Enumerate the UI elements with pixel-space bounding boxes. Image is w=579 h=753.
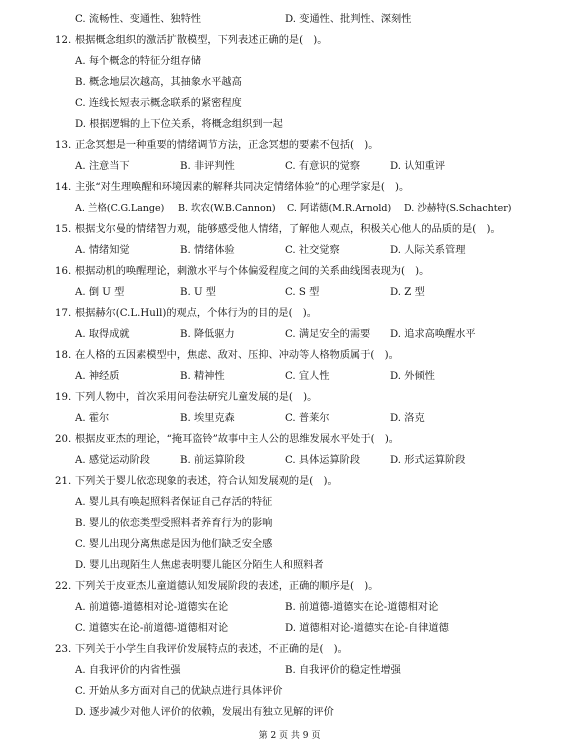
question-number: 12.: [55, 35, 72, 46]
question-stem: 根据概念组织的激活扩散模型，下列表述正确的是( )。: [75, 35, 328, 46]
option-line: D. 道德相对论-道德实在论-自律道德: [285, 623, 449, 634]
option-line: B. 前运算阶段: [180, 455, 245, 466]
question-number: 17.: [55, 308, 72, 319]
option-line: B. 非评判性: [180, 161, 235, 172]
option-line: D. 追求高唤醒水平: [390, 329, 476, 340]
option-line: D. 根据逻辑的上下位关系，将概念组织到一起: [75, 119, 283, 130]
option-line: B. 前道德-道德实在论-道德相对论: [285, 602, 439, 613]
question-number: 16.: [55, 266, 72, 277]
option-line: C. 婴儿出现分离焦虑是因为他们缺乏安全感: [75, 539, 273, 550]
option-line: B. 坎农(W.B.Cannon): [178, 203, 276, 214]
option-line: C. 连线长短表示概念联系的紧密程度: [75, 98, 242, 109]
option-line: C. S 型: [285, 287, 320, 298]
option-line: A. 取得成就: [75, 329, 130, 340]
question-number: 20.: [55, 434, 72, 445]
question-number: 15.: [55, 224, 72, 235]
option-line: C. 普莱尔: [285, 413, 330, 424]
option-line: C. 宜人性: [285, 371, 330, 382]
page-footer: 第 2 页 共 9 页: [258, 731, 321, 741]
question-stem: 主张“对生理唤醒和环境因素的解释共同决定情绪体验”的心理学家是( )。: [75, 182, 410, 193]
question-stem: 根据动机的唤醒理论，刺激水平与个体偏爱程度之间的关系曲线图表现为( )。: [75, 266, 430, 277]
option-line: D. 变通性、批判性、深刻性: [285, 14, 412, 25]
question-stem: 根据赫尔(C.L.Hull)的观点，个体行为的目的是( )。: [75, 308, 317, 319]
option-line: A. 倒 U 型: [75, 287, 125, 298]
question-stem: 下列关于皮亚杰儿童道德认知发展阶段的表述，正确的顺序是( )。: [75, 581, 379, 592]
option-line: B. 精神性: [180, 371, 225, 382]
option-line: B. U 型: [180, 287, 216, 298]
option-line: D. 婴儿出现陌生人焦虑表明婴儿能区分陌生人和照料者: [75, 560, 324, 571]
option-line: B. 概念地层次越高，其抽象水平越高: [75, 77, 242, 88]
option-line: B. 降低驱力: [180, 329, 235, 340]
option-line: D. 形式运算阶段: [390, 455, 466, 466]
option-line: B. 埃里克森: [180, 413, 235, 424]
option-line: D. 外倾性: [390, 371, 435, 382]
option-line: D. 认知重评: [390, 161, 446, 172]
option-line: C. 社交觉察: [285, 245, 340, 256]
option-line: A. 前道德-道德相对论-道德实在论: [75, 602, 229, 613]
option-line: A. 感觉运动阶段: [75, 455, 150, 466]
option-line: C. 道德实在论-前道德-道德相对论: [75, 623, 229, 634]
option-line: C. 有意识的觉察: [285, 161, 361, 172]
option-line: D. 沙赫特(S.Schachter): [404, 203, 512, 214]
option-line: A. 每个概念的特征分组存储: [75, 56, 201, 67]
option-line: A. 自我评价的内省性强: [75, 665, 181, 676]
option-line: A. 情绪知觉: [75, 245, 130, 256]
question-stem: 下列关于婴儿依恋现象的表述，符合认知发展观的是( )。: [75, 476, 338, 487]
question-number: 18.: [55, 350, 72, 361]
option-line: A. 霍尔: [75, 413, 110, 424]
question-number: 22.: [55, 581, 72, 592]
option-line: A. 婴儿具有唤起照料者保证自己存活的特征: [75, 497, 273, 508]
question-stem: 在人格的五因素模型中，焦虑、敌对、压抑、冲动等人格物质属于( )。: [75, 350, 399, 361]
option-line: D. 逐步减少对他人评价的依赖，发展出有独立见解的评价: [75, 707, 334, 718]
question-stem: 下列人物中，首次采用问卷法研究儿童发展的是( )。: [75, 392, 318, 403]
option-line: D. 洛克: [390, 413, 425, 424]
option-line: A. 神经质: [75, 371, 120, 382]
option-line: B. 自我评价的稳定性增强: [285, 665, 401, 676]
option-line: C. 满足安全的需要: [285, 329, 371, 340]
option-line: B. 情绪体验: [180, 245, 235, 256]
question-stem: 下列关于小学生自我评价发展特点的表述，不正确的是( )。: [75, 644, 348, 655]
question-stem: 正念冥想是一种重要的情绪调节方法，正念冥想的要素不包括( )。: [75, 140, 379, 151]
question-number: 23.: [55, 644, 72, 655]
option-line: B. 婴儿的依恋类型受照料者养育行为的影响: [75, 518, 273, 529]
option-line: C. 阿诺德(M.R.Arnold): [287, 203, 392, 214]
question-number: 13.: [55, 140, 72, 151]
option-line: A. 注意当下: [75, 161, 130, 172]
question-number: 21.: [55, 476, 72, 487]
question-number: 14.: [55, 182, 72, 193]
question-number: 19.: [55, 392, 72, 403]
option-line: D. 人际关系管理: [390, 245, 466, 256]
question-stem: 根据皮亚杰的理论，“掩耳盗铃”故事中主人公的思维发展水平处于( )。: [75, 434, 399, 445]
option-line: A. 兰格(C.G.Lange): [75, 203, 165, 214]
option-line: C. 具体运算阶段: [285, 455, 361, 466]
question-stem: 根据戈尔曼的情绪智力观，能够感受他人情绪，了解他人观点，积极关心他人的品质的是( )。: [75, 224, 501, 235]
option-line: D. Z 型: [390, 287, 425, 298]
option-line: C. 开始从多方面对自己的优缺点进行具体评价: [75, 686, 283, 697]
option-line: C. 流畅性、变通性、独特性: [75, 14, 201, 25]
